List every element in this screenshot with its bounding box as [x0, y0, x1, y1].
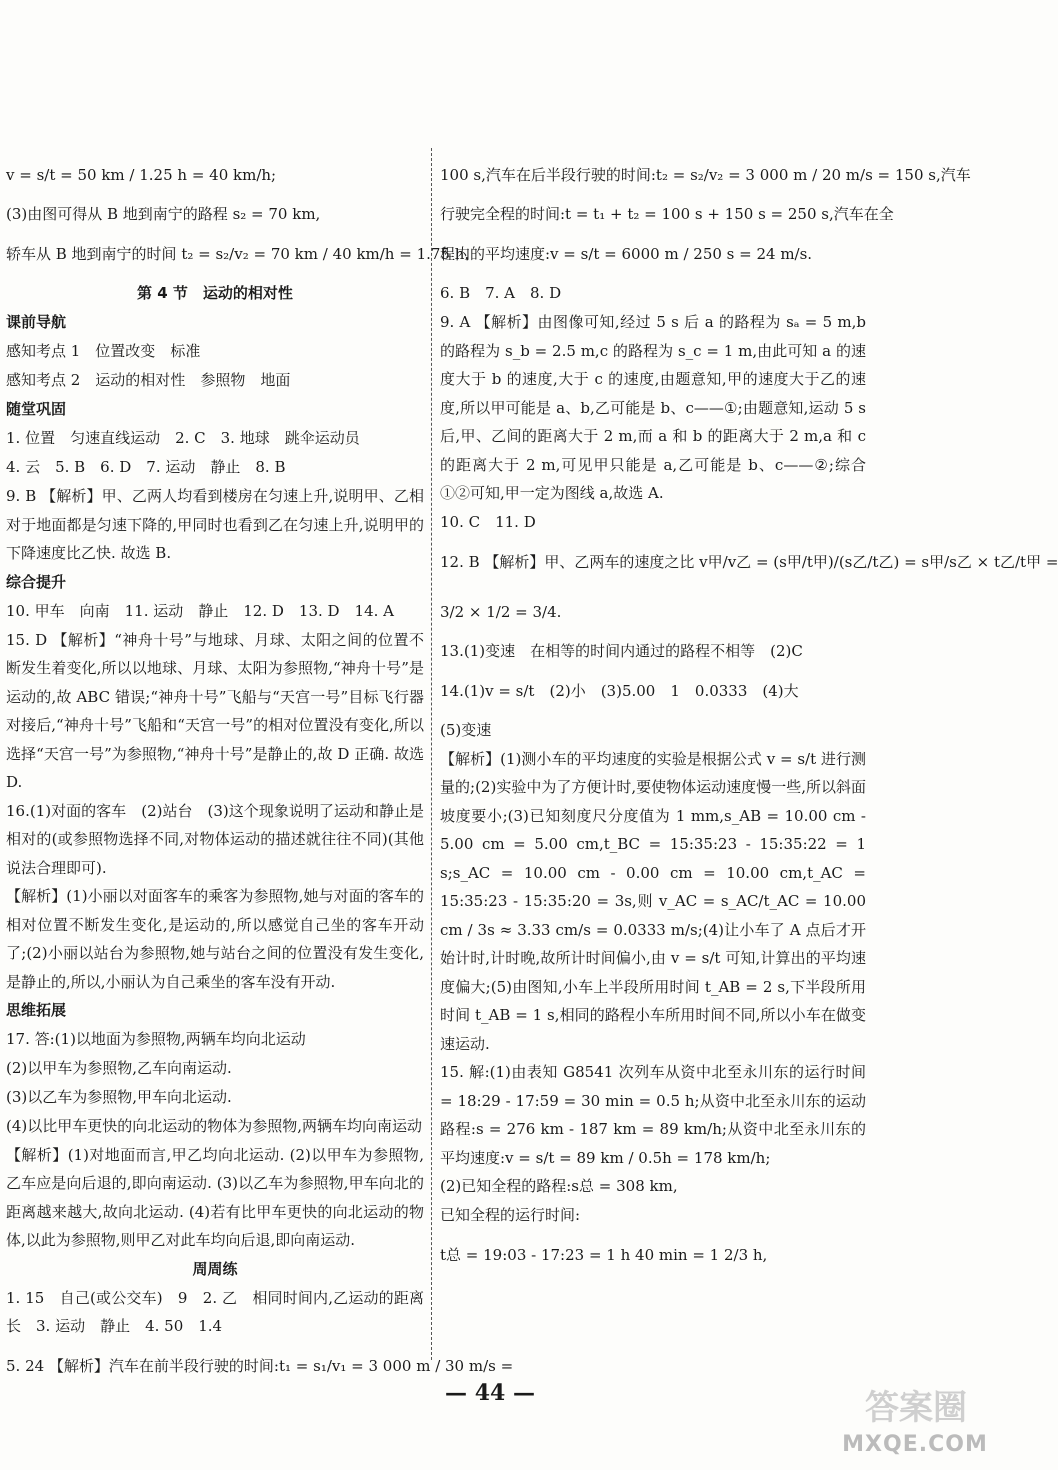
- answer-line: (5)变速: [440, 720, 492, 739]
- subheading-zhts: 综合提升: [6, 572, 67, 591]
- answer-line: 感知考点 2 运动的相对性 参照物 地面: [6, 371, 291, 389]
- answer-line: (2)以甲车为参照物,乙车向南运动.: [6, 1059, 232, 1077]
- weekly-practice-title: 周周练: [192, 1259, 238, 1278]
- page-number: — 44 —: [445, 1380, 535, 1406]
- section-title: 第 4 节 运动的相对性: [137, 284, 293, 302]
- explanation-paragraph: 【解析】(1)小丽以对面客车的乘客为参照物,她与对面的客车的相对位置不断发生变化,是运动的,所以感觉自己坐的客车开动了;(2)小丽以站台为参照物,她与站台之间的位置没有发生变化,是静止的,所以,小丽认为自己乘坐的客车没有开动.: [6, 887, 424, 991]
- answer-line: 1. 位置 匀速直线运动 2. C 3. 地球 跳伞运动员: [6, 429, 360, 447]
- watermark-text: MXQE.COM: [842, 1432, 988, 1457]
- explanation-paragraph: 【解析】(1)测小车的平均速度的实验是根据公式 v = s/t 进行测量的;(2)实验中为了方便计时,要使物体运动速度慢一些,所以斜面坡度要小;(3)已知刻度尺分度值为 1 mm,s_AB = 10.00 cm - 5.00 cm = 5.00 cm,t_BC = 15:35:23 - 15:35:22 = 1 s;s_AC = 10.00 cm - 0.00 cm = 10.00 cm,t_AC = 15:35:23 - 15:35:20 = 3s,则 v_AC = s_AC/t_AC = 10.00 cm / 3s ≈ 3.33 cm/s = 0.0333 m/s;(4)让小车了 A 点后才开始计时,计时晚,故所计时间偏小,由 v = s/t 可知,计算出的平均速度偏大;(5)由图知,小车上半段所用时间 t_AB = 2 s,下半段所用时间 t_AB = 1 s,相同的路程小车所用时间不同,所以小车在做变速运动.: [440, 749, 867, 1053]
- watermark-logo: [840, 1380, 990, 1460]
- text-line: (2)已知全程的路程:s总 = 308 km,: [440, 1177, 678, 1195]
- answer-line: 4. 云 5. B 6. D 7. 运动 静止 8. B: [6, 458, 286, 476]
- explanation-paragraph: 【解析】(1)对地面而言,甲乙均向北运动. (2)以甲车为参照物,乙车应是向后退的,即向南运动. (3)以乙车为参照物,甲车向北的距离越来越大,故向北运动. (4)若有比甲车更快的向北运动的物体,以此为参照物,则甲乙对此车均向后退,即向南运动.: [6, 1145, 424, 1249]
- subheading-swtz: 思维拓展: [6, 1001, 67, 1019]
- answer-paragraph: 9. A 【解析】由图像可知,经过 5 s 后 a 的路程为 sₐ = 5 m,b 的路程为 s_b = 2.5 m,c 的路程为 s_c = 1 m,由此可知 a 的速度大于 b 的速度,大于 c 的速度,由题意知,甲的速度大于乙的速度,所以甲可能是 a、b,乙可能是 b、c——①;由题意知,运动 5 s 后,甲、乙间的距离大于 2 m,而 a 和 b 的距离大于 2 m,a 和 c 的距离大于 2 m,可见甲只能是 a,乙可能是 b、c——②;综合①②可知,甲一定为图线 a,故选 A.: [440, 313, 866, 502]
- subheading-kqdh: 课前导航: [6, 313, 67, 331]
- answer-paragraph: 9. B 【解析】甲、乙两人均看到楼房在匀速上升,说明甲、乙相对于地面都是匀速下降的,甲同时也看到乙在匀速上升,说明甲的下降速度比乙快. 故选 B.: [6, 487, 424, 562]
- answer-paragraph: (4)以比甲车更快的向北运动的物体为参照物,两辆车均向南运动: [6, 1117, 423, 1135]
- answer-line: 10. C 11. D: [440, 512, 536, 531]
- text-line: (3)由图可得从 B 地到南宁的路程 s₂ = 70 km,: [6, 205, 321, 223]
- answer-line: 5. 24 【解析】汽车在前半段行驶的时间:t₁ = s₁/v₁ = 3 000 m / 30 m/s =: [6, 1356, 514, 1375]
- formula-line: 轿车从 B 地到南宁的时间 t₂ = s₂/v₂ = 70 km / 40 km/h = 1.75 h.: [6, 245, 470, 263]
- formula-line: 12. B 【解析】甲、乙两车的速度之比 v甲/v乙 = (s甲/t甲)/(s乙/t乙) = s甲/s乙 × t乙/t甲 =: [440, 552, 1058, 571]
- formula-line: 程内的平均速度:v = s/t = 6000 m / 250 s = 24 m/s.: [440, 245, 813, 263]
- formula-line: v = s/t = 50 km / 1.25 h = 40 km/h;: [6, 166, 277, 184]
- answer-line: 10. 甲车 向南 11. 运动 静止 12. D 13. D 14. A: [6, 601, 395, 620]
- text-line: 行驶完全程的时间:t = t₁ + t₂ = 100 s + 150 s = 250 s,汽车在全: [440, 205, 894, 223]
- answer-line: 感知考点 1 位置改变 标准: [6, 342, 201, 360]
- watermark-chars: 答案圈: [865, 1388, 967, 1428]
- answer-line: 13.(1)变速 在相等的时间内通过的路程不相等 (2)C: [440, 641, 803, 660]
- formula-line: t总 = 19:03 - 17:23 = 1 h 40 min = 1 2/3 h,: [440, 1246, 768, 1264]
- subheading-stgg: 随堂巩固: [6, 400, 67, 418]
- answer-paragraph: 15. D 【解析】“神舟十号”与地球、月球、太阳之间的位置不断发生着变化,所以以地球、月球、太阳为参照物,“神舟十号”是运动的,故 ABC 错误;“神舟十号”飞船与“天宫一号”目标飞行器对接后,“神舟十号”飞船和“天宫一号”的相对位置没有变化,所以选择“天宫一号”为参照物,“神舟十号”是静止的,故 D 正确. 故选 D.: [6, 630, 424, 791]
- answer-line: (3)以乙车为参照物,甲车向北运动.: [6, 1088, 232, 1106]
- formula-line: 100 s,汽车在后半段行驶的时间:t₂ = s₂/v₂ = 3 000 m / 20 m/s = 150 s,汽车: [440, 166, 971, 184]
- answer-paragraph: 16.(1)对面的客车 (2)站台 (3)这个现象说明了运动和静止是相对的(或参照物选择不同,对物体运动的描述就往往不同)(其他说法合理即可).: [6, 801, 424, 877]
- answer-line: 6. B 7. A 8. D: [440, 284, 562, 302]
- answer-paragraph: 15. 解:(1)由表知 G8541 次列车从资中北至永川东的运行时间 = 18:29 - 17:59 = 30 min = 0.5 h;从资中北至永川东的运动路程:s = 276 km - 187 km = 89 km/h;从资中北至永川东的平均速度:v = s/t = 89 km / 0.5h = 178 km/h;: [440, 1063, 866, 1167]
- answer-line: 17. 答:(1)以地面为参照物,两辆车均向北运动: [6, 1030, 306, 1048]
- column-divider: [431, 148, 432, 1360]
- formula-line: 3/2 × 1/2 = 3/4.: [440, 602, 562, 621]
- answer-paragraph: 1. 15 自己(或公交车) 9 2. 乙 相同时间内,乙运动的距离长 3. 运动 静止 4. 50 1.4: [6, 1288, 424, 1335]
- text-line: 已知全程的运行时间:: [440, 1206, 581, 1224]
- right-column: [440, 150, 1058, 1280]
- answer-line: 14.(1)v = s/t (2)小 (3)5.00 1 0.0333 (4)大: [440, 681, 799, 700]
